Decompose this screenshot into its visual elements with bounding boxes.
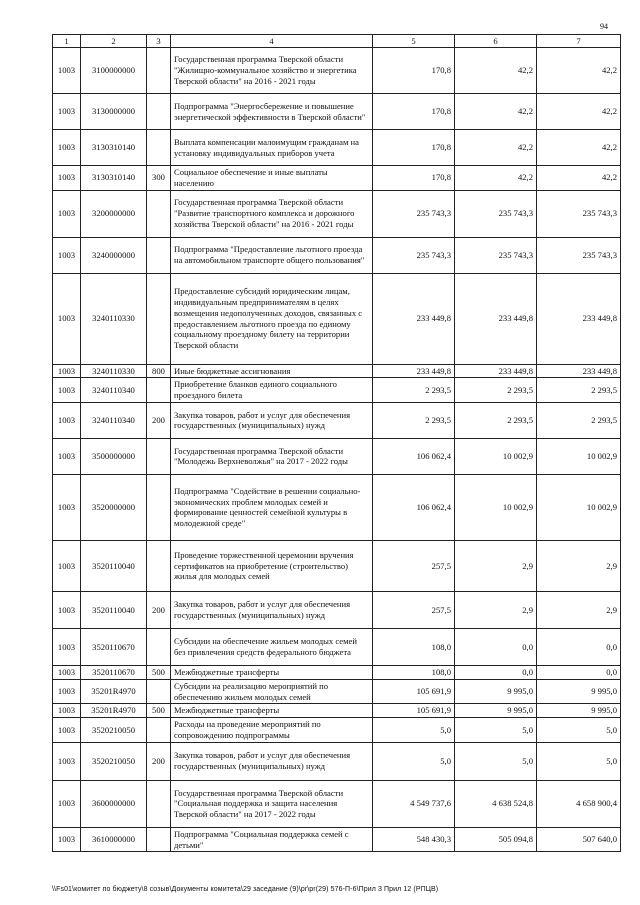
section-code-cell: 1003: [53, 704, 81, 718]
amount-year1-cell: 106 062,4: [373, 474, 455, 540]
table-row: [53, 94, 621, 130]
section-code-cell: 1003: [53, 438, 81, 474]
description-cell: Государственная программа Тверской области "Социальная поддержка и защита населения Тверской области" на 2017 - 2022 годы: [171, 780, 373, 827]
amount-year2-cell: 42,2: [455, 166, 537, 191]
expense-type-cell: [147, 237, 171, 273]
expense-type-cell: [147, 190, 171, 237]
amount-year1-cell: 233 449,8: [373, 364, 455, 378]
section-code-cell: 1003: [53, 718, 81, 743]
section-code-cell: 1003: [53, 364, 81, 378]
table-row: [53, 679, 621, 704]
table-row: [53, 665, 621, 679]
section-code-cell: 1003: [53, 780, 81, 827]
amount-year1-cell: 235 743,3: [373, 190, 455, 237]
header-cell: 3: [147, 35, 171, 48]
amount-year3-cell: 233 449,8: [537, 364, 621, 378]
expense-type-cell: [147, 378, 171, 403]
description-cell: Государственная программа Тверской области "Жилищно-коммунальное хозяйство и энергетика Тверской области" на 2016 - 2021 годы: [171, 48, 373, 94]
target-article-cell: 3520110670: [81, 628, 147, 665]
description-cell: Подпрограмма "Социальная поддержка семей с детьми": [171, 827, 373, 852]
amount-year3-cell: 42,2: [537, 166, 621, 191]
section-code-cell: 1003: [53, 628, 81, 665]
description-cell: Межбюджетные трансферты: [171, 704, 373, 718]
target-article-cell: 3520210050: [81, 718, 147, 743]
description-cell: Социальное обеспечение и иные выплаты населению: [171, 166, 373, 191]
amount-year3-cell: 2 293,5: [537, 378, 621, 403]
expense-type-cell: [147, 438, 171, 474]
description-cell: Закупка товаров, работ и услуг для обеспечения государственных (муниципальных) нужд: [171, 402, 373, 438]
description-cell: Закупка товаров, работ и услуг для обеспечения государственных (муниципальных) нужд: [171, 591, 373, 628]
table-row: [53, 237, 621, 273]
budget-table: [52, 34, 621, 852]
amount-year1-cell: 235 743,3: [373, 237, 455, 273]
table-row: [53, 364, 621, 378]
header-cell: 1: [53, 35, 81, 48]
amount-year1-cell: 257,5: [373, 540, 455, 591]
description-cell: Проведение торжественной церемонии вручения сертификатов на приобретение (строительство) жилья для молодых семей: [171, 540, 373, 591]
table-row: [53, 780, 621, 827]
description-cell: Расходы на проведение мероприятий по сопровождению подпрограммы: [171, 718, 373, 743]
section-code-cell: 1003: [53, 48, 81, 94]
description-cell: Предоставление субсидий юридическим лицам, индивидуальным предпринимателям в целях возмещения недополученных доходов, связанных с предоставлением льготного проезда по единому социальному проездному билету на территории Тверской области: [171, 273, 373, 364]
table-row: [53, 48, 621, 94]
amount-year1-cell: 106 062,4: [373, 438, 455, 474]
amount-year3-cell: 0,0: [537, 665, 621, 679]
expense-type-cell: [147, 540, 171, 591]
table-row: [53, 742, 621, 780]
expense-type-cell: 300: [147, 166, 171, 191]
target-article-cell: 3520110670: [81, 665, 147, 679]
section-code-cell: 1003: [53, 402, 81, 438]
expense-type-cell: [147, 827, 171, 852]
section-code-cell: 1003: [53, 742, 81, 780]
amount-year2-cell: 4 638 524,8: [455, 780, 537, 827]
header-row: [53, 35, 621, 48]
expense-type-cell: [147, 48, 171, 94]
expense-type-cell: 500: [147, 665, 171, 679]
amount-year3-cell: 2,9: [537, 540, 621, 591]
amount-year2-cell: 5,0: [455, 718, 537, 743]
section-code-cell: 1003: [53, 474, 81, 540]
amount-year2-cell: 9 995,0: [455, 704, 537, 718]
amount-year1-cell: 548 430,3: [373, 827, 455, 852]
amount-year2-cell: 233 449,8: [455, 364, 537, 378]
description-cell: Подпрограмма "Предоставление льготного проезда на автомобильном транспорте общего пользования": [171, 237, 373, 273]
description-cell: Субсидии на реализацию мероприятий по обеспечению жильем молодых семей: [171, 679, 373, 704]
amount-year1-cell: 233 449,8: [373, 273, 455, 364]
section-code-cell: 1003: [53, 166, 81, 191]
amount-year3-cell: 42,2: [537, 48, 621, 94]
table-row: [53, 438, 621, 474]
description-cell: Межбюджетные трансферты: [171, 665, 373, 679]
expense-type-cell: [147, 679, 171, 704]
section-code-cell: 1003: [53, 665, 81, 679]
amount-year3-cell: 10 002,9: [537, 474, 621, 540]
page-number: 94: [600, 22, 608, 31]
expense-type-cell: [147, 718, 171, 743]
amount-year1-cell: 170,8: [373, 48, 455, 94]
section-code-cell: 1003: [53, 679, 81, 704]
table-row: [53, 378, 621, 403]
amount-year1-cell: 170,8: [373, 130, 455, 166]
amount-year3-cell: 10 002,9: [537, 438, 621, 474]
amount-year2-cell: 42,2: [455, 130, 537, 166]
amount-year2-cell: 235 743,3: [455, 190, 537, 237]
target-article-cell: 3240000000: [81, 237, 147, 273]
table-row: [53, 718, 621, 743]
expense-type-cell: 800: [147, 364, 171, 378]
amount-year2-cell: 2,9: [455, 591, 537, 628]
section-code-cell: 1003: [53, 591, 81, 628]
amount-year3-cell: 4 658 900,4: [537, 780, 621, 827]
section-code-cell: 1003: [53, 827, 81, 852]
amount-year2-cell: 42,2: [455, 94, 537, 130]
amount-year3-cell: 2,9: [537, 591, 621, 628]
table-row: [53, 273, 621, 364]
table-row: [53, 704, 621, 718]
amount-year2-cell: 0,0: [455, 665, 537, 679]
amount-year2-cell: 9 995,0: [455, 679, 537, 704]
target-article-cell: 3520210050: [81, 742, 147, 780]
amount-year1-cell: 4 549 737,6: [373, 780, 455, 827]
description-cell: Субсидии на обеспечение жильем молодых семей без привлечения средств федерального бюджета: [171, 628, 373, 665]
target-article-cell: 3520110040: [81, 591, 147, 628]
target-article-cell: 3600000000: [81, 780, 147, 827]
description-cell: Государственная программа Тверской области "Молодежь Верхневолжья" на 2017 - 2022 годы: [171, 438, 373, 474]
amount-year2-cell: 0,0: [455, 628, 537, 665]
amount-year1-cell: 108,0: [373, 628, 455, 665]
expense-type-cell: 200: [147, 591, 171, 628]
amount-year3-cell: 42,2: [537, 130, 621, 166]
amount-year3-cell: 235 743,3: [537, 237, 621, 273]
expense-type-cell: 500: [147, 704, 171, 718]
table-row: [53, 474, 621, 540]
file-path-footer: \\Fs01\комитет по бюджету\8 созыв\Документы комитета\29 заседание (9)\pr\pr(29) 576-П-6\Прил 3 Прил 12 (РПЦВ): [52, 886, 439, 893]
amount-year3-cell: 2 293,5: [537, 402, 621, 438]
amount-year1-cell: 105 691,9: [373, 679, 455, 704]
amount-year2-cell: 5,0: [455, 742, 537, 780]
table-row: [53, 130, 621, 166]
expense-type-cell: [147, 94, 171, 130]
amount-year1-cell: 108,0: [373, 665, 455, 679]
amount-year3-cell: 0,0: [537, 628, 621, 665]
target-article-cell: 3520110040: [81, 540, 147, 591]
description-cell: Выплата компенсации малоимущим гражданам на установку индивидуальных приборов учета: [171, 130, 373, 166]
amount-year1-cell: 170,8: [373, 166, 455, 191]
amount-year1-cell: 257,5: [373, 591, 455, 628]
amount-year1-cell: 105 691,9: [373, 704, 455, 718]
table-row: [53, 827, 621, 852]
section-code-cell: 1003: [53, 94, 81, 130]
amount-year1-cell: 5,0: [373, 742, 455, 780]
header-cell: 6: [455, 35, 537, 48]
section-code-cell: 1003: [53, 190, 81, 237]
target-article-cell: 3130000000: [81, 94, 147, 130]
expense-type-cell: 200: [147, 402, 171, 438]
description-cell: Иные бюджетные ассигнования: [171, 364, 373, 378]
amount-year2-cell: 10 002,9: [455, 474, 537, 540]
section-code-cell: 1003: [53, 273, 81, 364]
section-code-cell: 1003: [53, 540, 81, 591]
target-article-cell: 3100000000: [81, 48, 147, 94]
table-row: [53, 190, 621, 237]
description-cell: Подпрограмма "Содействие в решении социально-экономических проблем молодых семей и формирование ценностей семейной культуры в молодежной среде": [171, 474, 373, 540]
amount-year1-cell: 2 293,5: [373, 402, 455, 438]
target-article-cell: 3240110340: [81, 378, 147, 403]
amount-year2-cell: 42,2: [455, 48, 537, 94]
expense-type-cell: [147, 628, 171, 665]
table-row: [53, 591, 621, 628]
amount-year3-cell: 507 640,0: [537, 827, 621, 852]
amount-year1-cell: 170,8: [373, 94, 455, 130]
target-article-cell: 3610000000: [81, 827, 147, 852]
amount-year3-cell: 9 995,0: [537, 704, 621, 718]
amount-year3-cell: 9 995,0: [537, 679, 621, 704]
target-article-cell: 3240110330: [81, 273, 147, 364]
target-article-cell: 3130310140: [81, 130, 147, 166]
target-article-cell: 3240110340: [81, 402, 147, 438]
header-cell: 2: [81, 35, 147, 48]
header-cell: 5: [373, 35, 455, 48]
amount-year2-cell: 233 449,8: [455, 273, 537, 364]
amount-year1-cell: 5,0: [373, 718, 455, 743]
expense-type-cell: [147, 273, 171, 364]
expense-type-cell: 200: [147, 742, 171, 780]
target-article-cell: 3200000000: [81, 190, 147, 237]
target-article-cell: 35201R4970: [81, 704, 147, 718]
amount-year3-cell: 235 743,3: [537, 190, 621, 237]
amount-year2-cell: 235 743,3: [455, 237, 537, 273]
amount-year3-cell: 5,0: [537, 718, 621, 743]
amount-year2-cell: 2 293,5: [455, 402, 537, 438]
target-article-cell: 35201R4970: [81, 679, 147, 704]
target-article-cell: 3520000000: [81, 474, 147, 540]
description-cell: Приобретение бланков единого социального проездного билета: [171, 378, 373, 403]
table-row: [53, 166, 621, 191]
header-cell: 4: [171, 35, 373, 48]
table-row: [53, 402, 621, 438]
expense-type-cell: [147, 780, 171, 827]
amount-year2-cell: 505 094,8: [455, 827, 537, 852]
section-code-cell: 1003: [53, 130, 81, 166]
section-code-cell: 1003: [53, 378, 81, 403]
description-cell: Закупка товаров, работ и услуг для обеспечения государственных (муниципальных) нужд: [171, 742, 373, 780]
amount-year2-cell: 2,9: [455, 540, 537, 591]
amount-year3-cell: 42,2: [537, 94, 621, 130]
amount-year3-cell: 233 449,8: [537, 273, 621, 364]
expense-type-cell: [147, 474, 171, 540]
section-code-cell: 1003: [53, 237, 81, 273]
target-article-cell: 3500000000: [81, 438, 147, 474]
header-cell: 7: [537, 35, 621, 48]
table-row: [53, 540, 621, 591]
target-article-cell: 3130310140: [81, 166, 147, 191]
amount-year2-cell: 10 002,9: [455, 438, 537, 474]
amount-year1-cell: 2 293,5: [373, 378, 455, 403]
target-article-cell: 3240110330: [81, 364, 147, 378]
expense-type-cell: [147, 130, 171, 166]
description-cell: Подпрограмма "Энергосбережение и повышение энергетической эффективности в Тверской области": [171, 94, 373, 130]
amount-year2-cell: 2 293,5: [455, 378, 537, 403]
table-row: [53, 628, 621, 665]
amount-year3-cell: 5,0: [537, 742, 621, 780]
description-cell: Государственная программа Тверской области "Развитие транспортного комплекса и дорожного хозяйства Тверской области" на 2016 - 2021 годы: [171, 190, 373, 237]
